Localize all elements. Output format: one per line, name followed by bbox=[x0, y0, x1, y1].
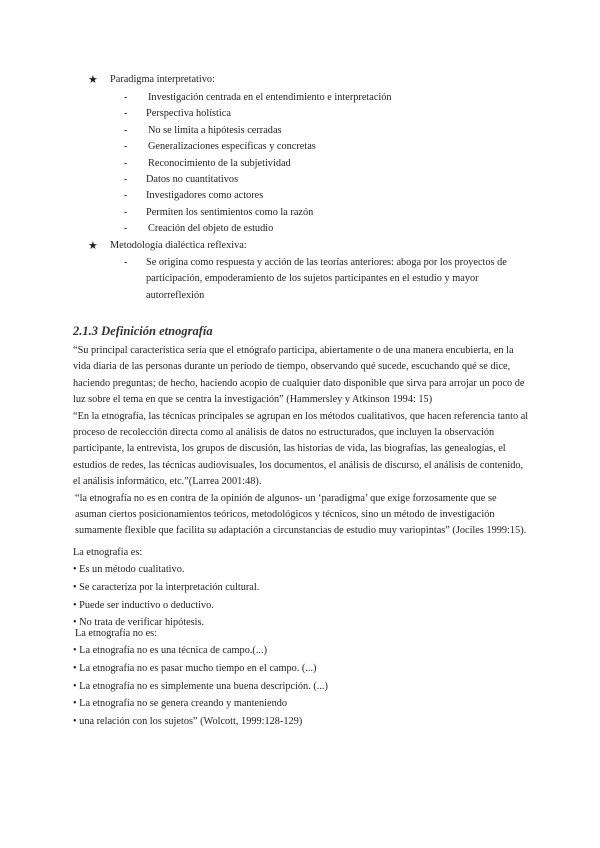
list-item: • La etnografía no es pasar mucho tiempo en el campo. (...) bbox=[73, 663, 317, 674]
section-heading: 2.1.3 Definición etnografía bbox=[73, 324, 213, 338]
list-item: • La etnografía no es una técnica de campo.(...) bbox=[73, 645, 268, 657]
is-not-label: La etnografía no es: bbox=[75, 628, 158, 639]
list-item: • Se caracteriza por la interpretación cultural. bbox=[73, 582, 260, 593]
list-item: • La etnografía no es simplemente una buena descripción. (...) bbox=[73, 680, 328, 692]
star-icon: ★ bbox=[88, 74, 98, 86]
is-list bbox=[73, 561, 529, 631]
list-item: • Puede ser inductivo o deductivo. bbox=[73, 599, 214, 611]
paradigm-title: Paradigma interpretativo: bbox=[110, 74, 215, 85]
quote-hammersley: “Su principal característica sería que el etnógrafo participa, abiertamente o de una manera encubierta, en la vida diaria de las personas durante un período de tiempo, observando qué sucede, escuchando qué se dice, haciendo preguntas; de hecho, haciendo acopio de cualquier dato disponible que sirva para arrojar un poco de luz sobre el tema en que se centra la investigación” (Hammersley y Atkinson 1994: 15) bbox=[73, 345, 525, 406]
is-not-section bbox=[73, 626, 529, 730]
quote-larrea: “En la etnografía, las técnicas principales se agrupan en los métodos cualitativos, que hacen referencia tanto al proceso de recolección directa como al análisis de datos no estructurados, que incluyen la observación participante, la entrevista, los grupos de discusión, las historias de vida, las biografías, las genealogías, el estudios de redes, las técnicas audiovisuales, los documentos, el análisis de discurso, el análisis de contenido, el análisis informático, etc.”(Larrea 2001:48). bbox=[73, 410, 529, 488]
methodology-title: Metodología dialéctica reflexiva: bbox=[110, 240, 247, 251]
list-item: • La etnografía no se genera creando y manteniendo bbox=[73, 698, 288, 710]
list-item: • No trata de verificar hipótesis. bbox=[73, 617, 205, 629]
methodology-description: - Se origina como respuesta y acción de las teorías anteriores: aboga por los proyectos de participación, empoderamiento de los sujetos participantes en el estudio y mayor autorreflexión bbox=[124, 257, 507, 301]
is-not-list bbox=[73, 642, 529, 730]
is-section bbox=[73, 545, 529, 632]
section-body bbox=[73, 343, 529, 540]
is-label: La etnografía es: bbox=[73, 547, 143, 558]
star-icon: ★ bbox=[88, 240, 98, 252]
document-page: ★ Paradigma interpretativo: - Investigación centrada en el entendimiento e interpretación - Perspectiva holística - No se limita a hipótesis cerradas - Generalizaciones específicas y concretas - Reconocimiento de la subjetividad - Datos no cuantitativos - Investigadores como actores - Permiten los sentimientos como la razón - Creación del objeto de estudio ★ Metodología dialéctica reflexiva: - Se origina como respuesta y acción de las teorías anteriores: aboga por los proyectos de participación, empoderamiento de los sujetos participantes en el estudio y mayor autorreflexión 2.1.3 Definición etnografía “Su principal característica sería que el etnógrafo participa, abiertamente o de una manera encubierta, en la vida diaria de las personas durante un período de tiempo, observando qué sucede, escuchando qué se dice, haciendo preguntas; de hecho, haciendo acopio de cualquier dato disponible que sirva para arrojar un poco de luz sobre el tema en que se centra la investigación” (Hammersley y Atkinson 1994: 15) “En la etnografía, las técnicas principales se agrupan en los métodos cualitativos, que hacen referencia tanto al proceso de recolección directa como al análisis de datos no estructurados, que incluyen la observación participante, la entrevista, los grupos de discusión, las historias de vida, las biografías, las genealogías, el estudios de redes, las técnicas audiovisuales, los documentos, el análisis de discurso, el análisis de contenido, el análisis informático, etc.”(Larrea 2001:48). “la etnografía no es en contra de la opinión de algunos- un ‘paradigma’ que exige forzosamente que se asuman ciertos posicionamientos teóricos, metodológicos y técnicos, sino un método de investigación sumamente flexible que facilita su adaptación a circunstancias de estudio muy variopintas” (Jociles 1999:15). La etnografía es: • Es un método cualitativo. • Se caracteriza por la interpretación cultural. • Puede ser inductivo o deductivo. • No trata de verificar hipótesis. La etnografía no es: • La etnografía no es una técnica de campo.(...) • La etnografía no es pasar mucho tiempo en el campo. (...) • La etnografía no es simplemente una buena descripción. (...) • La etnografía no se genera creando y manteniendo • una relación con los sujetos” (Wolcott, 1999:128-129) bbox=[0, 0, 600, 848]
list-item: • Es un método cualitativo. bbox=[73, 564, 185, 576]
quote-jociles: “la etnografía no es en contra de la opinión de algunos- un ‘paradigma’ que exige forzosamente que se asuman ciertos posicionamientos teóricos, metodológicos y técnicos, sino un método de investigación sumamente flexible que facilita su adaptación a circunstancias de estudio muy variopintas” (Jociles 1999:15). bbox=[75, 492, 527, 537]
list-item: • una relación con los sujetos” (Wolcott, 1999:128-129) bbox=[73, 715, 303, 727]
